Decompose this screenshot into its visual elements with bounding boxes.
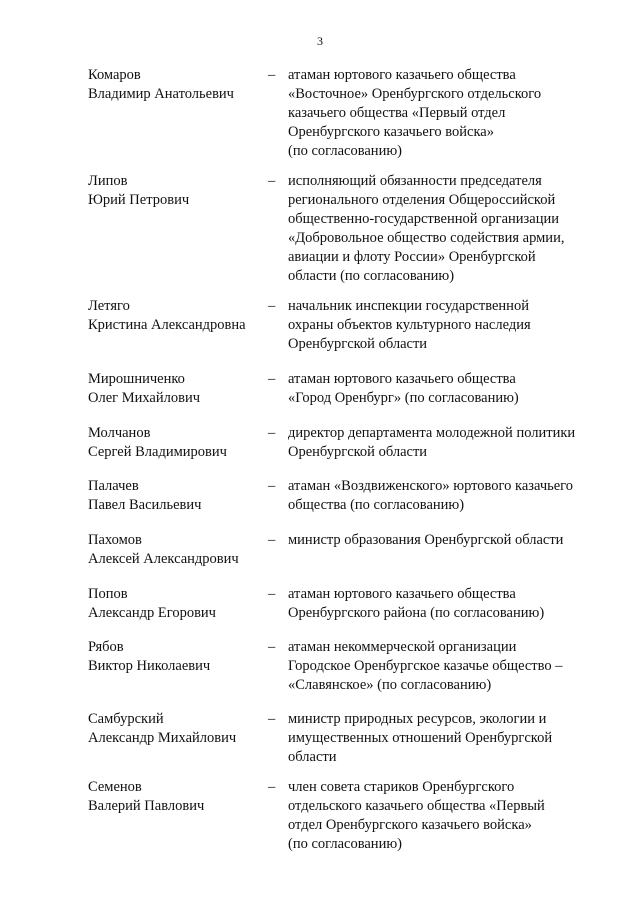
- dash-separator: –: [268, 67, 276, 83]
- given-name: Виктор Николаевич: [88, 658, 211, 674]
- surname: Пахомов: [88, 532, 142, 548]
- surname: Липов: [88, 173, 128, 189]
- dash-separator: –: [268, 586, 276, 602]
- given-name: Владимир Анатольевич: [88, 86, 234, 102]
- dash-separator: –: [268, 371, 276, 387]
- page-number: 3: [317, 34, 323, 48]
- dash-separator: –: [268, 711, 276, 727]
- surname: Семенов: [88, 779, 142, 795]
- person-name: [88, 297, 268, 335]
- given-name: Юрий Петрович: [88, 192, 190, 208]
- position-description: министр образования Оренбургской области: [288, 532, 564, 548]
- surname: Рябов: [88, 639, 124, 655]
- given-name: Алексей Александрович: [88, 551, 239, 567]
- person-name: [88, 778, 268, 816]
- position-description: атаман «Воздвиженского» юртового казачьего общества (по согласованию): [288, 478, 574, 513]
- surname: Мирошниченко: [88, 371, 185, 387]
- surname: Молчанов: [88, 425, 151, 441]
- person-name: [88, 424, 268, 462]
- position-description: атаман юртового казачьего общества «Восточное» Оренбургского отдельского казачьего общества «Первый отдел Оренбургского казачьего войска» (по согласованию): [288, 67, 542, 159]
- position-description: атаман юртового казачьего общества «Город Оренбург» (по согласованию): [288, 371, 519, 406]
- given-name: Валерий Павлович: [88, 798, 205, 814]
- given-name: Кристина Александровна: [88, 317, 246, 333]
- position-description: министр природных ресурсов, экологии и имущественных отношений Оренбургской области: [288, 711, 553, 765]
- position-description: атаман юртового казачьего общества Оренбургского района (по согласованию): [288, 586, 545, 621]
- surname: Летяго: [88, 298, 130, 314]
- dash-separator: –: [268, 779, 276, 795]
- dash-separator: –: [268, 639, 276, 655]
- dash-separator: –: [268, 173, 276, 189]
- person-name: [88, 585, 268, 623]
- surname: Комаров: [88, 67, 141, 83]
- given-name: Павел Васильевич: [88, 497, 202, 513]
- person-name: [88, 638, 268, 676]
- position-description: директор департамента молодежной политики Оренбургской области: [288, 425, 576, 460]
- dash-separator: –: [268, 478, 276, 494]
- position-description: член совета стариков Оренбургского отдельского казачьего общества «Первый отдел Оренбургского казачьего войска» (по согласованию): [288, 779, 545, 852]
- surname: Палачев: [88, 478, 139, 494]
- given-name: Олег Михайлович: [88, 390, 201, 406]
- person-name: [88, 477, 268, 515]
- surname: Попов: [88, 586, 128, 602]
- given-name: Александр Егорович: [88, 605, 216, 621]
- position-description: исполняющий обязанности председателя регионального отделения Общероссийской общественно-государственной организации «Добровольное общество содействия армии, авиации и флоту России» Оренбургской области (по согласованию): [288, 173, 565, 284]
- dash-separator: –: [268, 532, 276, 548]
- surname: Самбурский: [88, 711, 164, 727]
- position-description: атаман некоммерческой организации Городское Оренбургское казачье общество – «Славянское» (по согласованию): [288, 639, 563, 693]
- position-description: начальник инспекции государственной охраны объектов культурного наследия Оренбургской области: [288, 298, 531, 352]
- person-name: [88, 710, 268, 748]
- person-name: [88, 66, 268, 104]
- dash-separator: –: [268, 298, 276, 314]
- person-name: [88, 172, 268, 210]
- person-name: [88, 370, 268, 408]
- given-name: Александр Михайлович: [88, 730, 237, 746]
- person-name: [88, 531, 268, 569]
- given-name: Сергей Владимирович: [88, 444, 227, 460]
- dash-separator: –: [268, 425, 276, 441]
